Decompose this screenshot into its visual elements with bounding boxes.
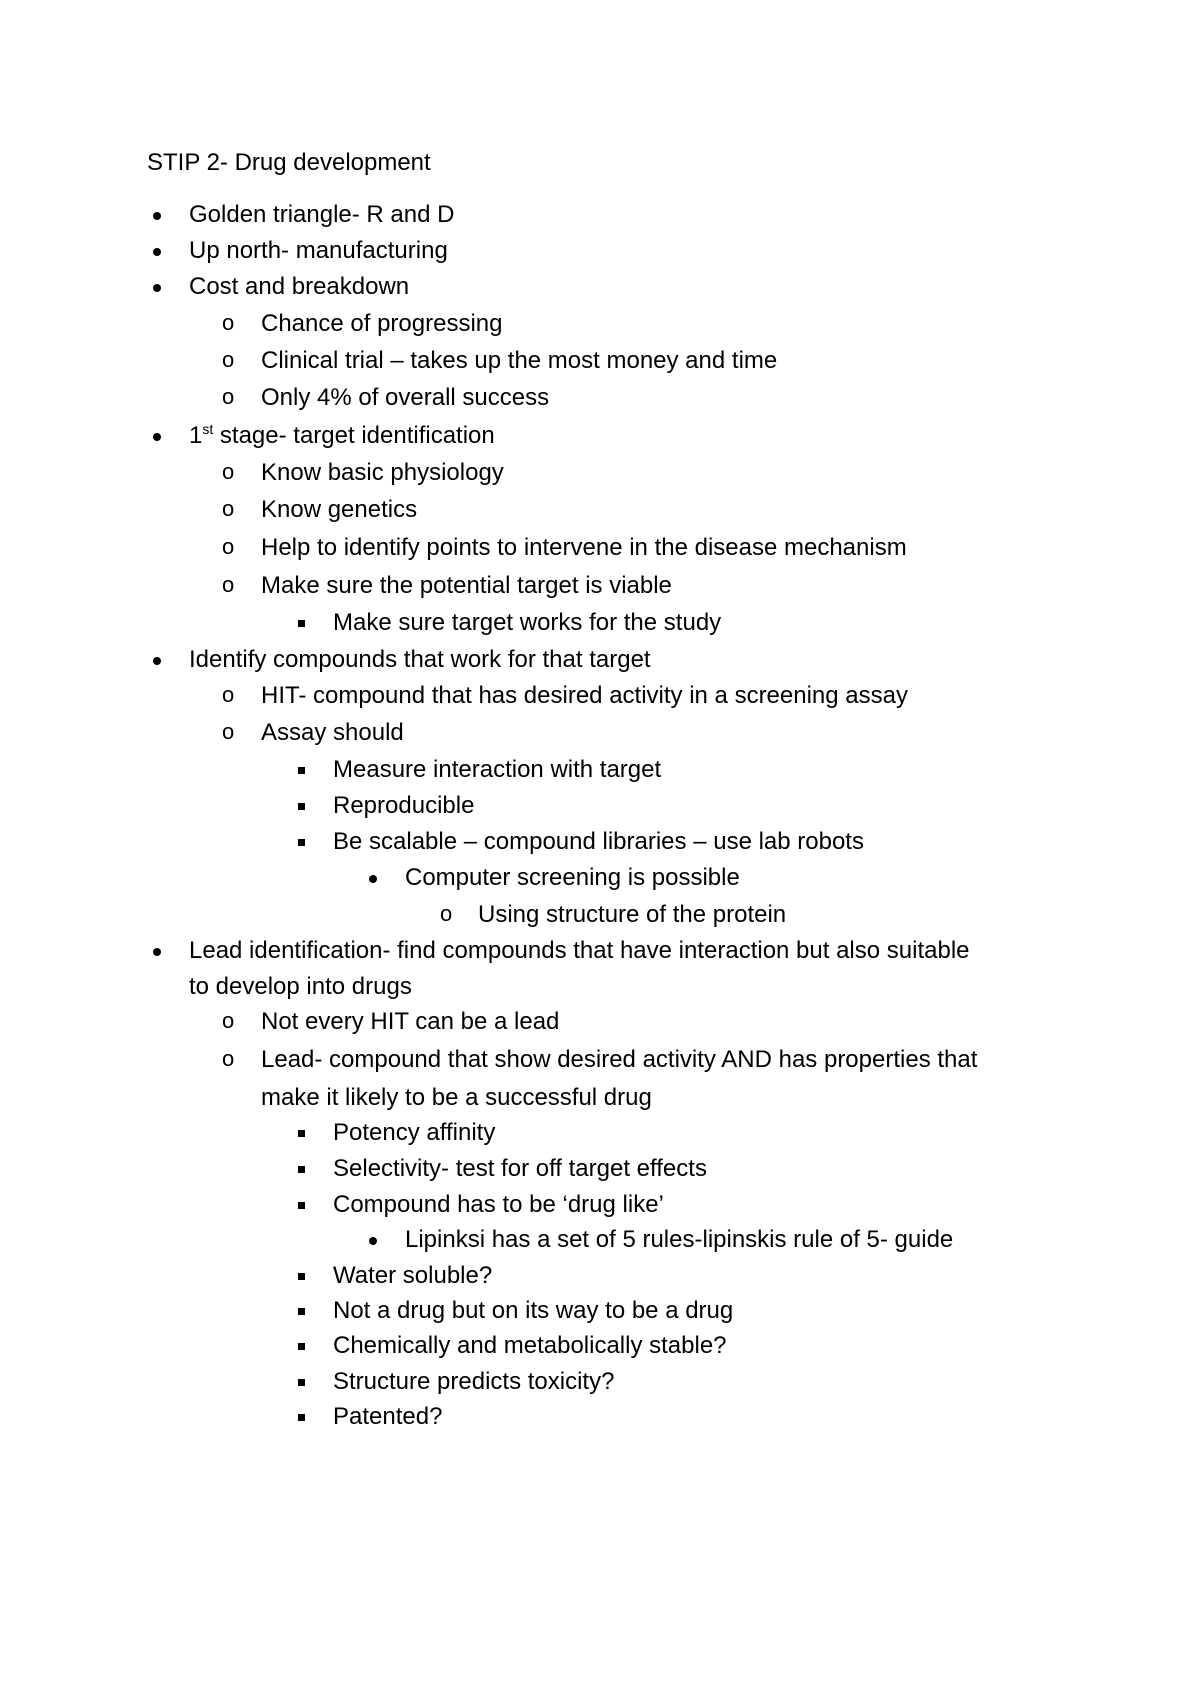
- bullet-square-icon: [298, 1202, 305, 1209]
- list-item: Reproducible: [333, 792, 475, 819]
- list-item: Golden triangle- R and D: [189, 201, 455, 228]
- bullet-dot-icon: [153, 284, 161, 292]
- bullet-dot-icon: [369, 875, 377, 883]
- bullet-square-icon: [298, 1166, 305, 1173]
- bullet-circle-icon: o: [222, 534, 235, 559]
- bullet-dot-icon: [153, 212, 161, 220]
- list-item: Only 4% of overall success: [261, 384, 550, 411]
- list-item: Lipinksi has a set of 5 rules-lipinskis rule of 5- guide: [405, 1226, 954, 1253]
- bullet-circle-icon: o: [222, 682, 235, 707]
- list-item: [189, 421, 495, 451]
- bullet-dot-icon: [153, 657, 161, 665]
- bullet-circle-icon: o: [222, 459, 235, 484]
- bullet-dot-icon: [153, 948, 161, 956]
- list-item: Measure interaction with target: [333, 756, 662, 783]
- bullet-square-icon: [298, 767, 305, 774]
- bullet-circle-icon: o: [440, 901, 453, 926]
- bullet-dot-icon: [153, 248, 161, 256]
- list-item: Clinical trial – takes up the most money and time: [261, 347, 778, 374]
- list-item: Lead- compound that show desired activity AND has properties that: [261, 1046, 978, 1073]
- bullet-circle-icon: o: [222, 384, 235, 409]
- bullet-square-icon: [298, 1273, 305, 1280]
- bullet-circle-icon: o: [222, 719, 235, 744]
- list-item: Structure predicts toxicity?: [333, 1368, 615, 1395]
- list-item: Not a drug but on its way to be a drug: [333, 1297, 734, 1324]
- bullet-circle-icon: o: [222, 1046, 235, 1071]
- bullet-circle-icon: o: [222, 310, 235, 335]
- bullet-dot-icon: [369, 1237, 377, 1245]
- list-item: Chance of progressing: [261, 310, 503, 337]
- list-item: Know genetics: [261, 496, 418, 523]
- list-item: Know basic physiology: [261, 459, 504, 486]
- list-item: Computer screening is possible: [405, 864, 740, 891]
- list-item: HIT- compound that has desired activity in a screening assay: [261, 682, 908, 709]
- list-item: Lead identification- find compounds that have interaction but also suitable: [189, 937, 970, 964]
- ordinal-superscript: st: [202, 421, 214, 437]
- list-item: Up north- manufacturing: [189, 237, 448, 264]
- list-item: Make sure the potential target is viable: [261, 572, 672, 599]
- bullet-square-icon: [298, 1130, 305, 1137]
- list-item: Identify compounds that work for that target: [189, 646, 651, 673]
- list-item: Make sure target works for the study: [333, 609, 722, 636]
- list-item: Not every HIT can be a lead: [261, 1008, 560, 1035]
- list-item: Water soluble?: [333, 1262, 493, 1289]
- bullet-square-icon: [298, 1308, 305, 1315]
- list-item: Using structure of the protein: [478, 901, 787, 928]
- list-item: make it likely to be a successful drug: [261, 1084, 652, 1111]
- list-item: Selectivity- test for off target effects: [333, 1155, 707, 1182]
- list-item: Be scalable – compound libraries – use lab robots: [333, 828, 864, 855]
- list-item: Assay should: [261, 719, 404, 746]
- list-item: Patented?: [333, 1403, 443, 1430]
- list-item-text: 1: [189, 422, 203, 449]
- bullet-circle-icon: o: [222, 1008, 235, 1033]
- list-item: to develop into drugs: [189, 973, 412, 1000]
- bullet-square-icon: [298, 803, 305, 810]
- bullet-circle-icon: o: [222, 496, 235, 521]
- bullet-square-icon: [298, 1343, 305, 1350]
- list-item: Compound has to be ‘drug like’: [333, 1191, 664, 1218]
- list-item-text: stage- target identification: [213, 422, 495, 449]
- bullet-dot-icon: [153, 433, 161, 441]
- list-item: Chemically and metabolically stable?: [333, 1332, 727, 1359]
- list-item: Help to identify points to intervene in the disease mechanism: [261, 534, 907, 561]
- bullet-square-icon: [298, 1414, 305, 1421]
- bullet-square-icon: [298, 620, 305, 627]
- list-item: Potency affinity: [333, 1119, 496, 1146]
- bullet-circle-icon: o: [222, 572, 235, 597]
- bullet-circle-icon: o: [222, 347, 235, 372]
- bullet-square-icon: [298, 1379, 305, 1386]
- list-item: Cost and breakdown: [189, 273, 410, 300]
- bullet-square-icon: [298, 839, 305, 846]
- document-title: STIP 2- Drug development: [147, 149, 431, 176]
